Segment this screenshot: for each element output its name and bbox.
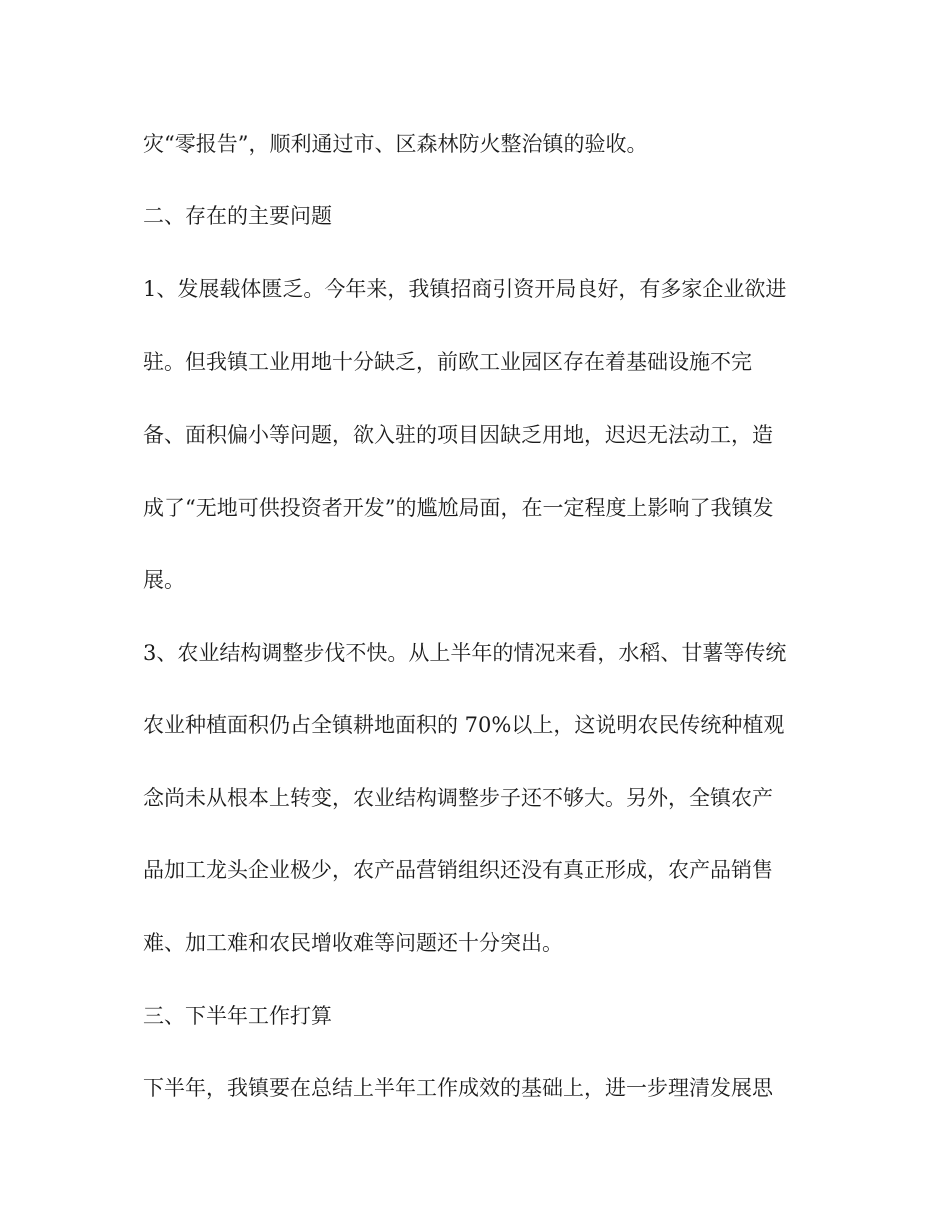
section-heading: 二、存在的主要问题 — [143, 204, 332, 228]
text-line: 驻。但我镇工业用地十分缺乏，前欧工业园区存在着基础设施不完 — [143, 350, 752, 374]
text-line: 农业种植面积仍占全镇耕地面积的 70%以上，这说明农民传统种植观 — [143, 713, 785, 737]
text-line: 备、面积偏小等问题，欲入驻的项目因缺乏用地，迟迟无法动工，造 — [143, 423, 773, 447]
text-line: 难、加工难和农民增收难等问题还十分突出。 — [143, 931, 563, 955]
text-line: 1、发展载体匮乏。今年来，我镇招商引资开局良好，有多家企业欲进 — [143, 277, 787, 301]
text-line: 成了“无地可供投资者开发”的尴尬局面，在一定程度上影响了我镇发 — [143, 496, 774, 520]
text-line: 下半年，我镇要在总结上半年工作成效的基础上，进一步理清发展思 — [143, 1076, 773, 1100]
text-line: 展。 — [143, 568, 185, 592]
section-heading: 三、下半年工作打算 — [143, 1004, 332, 1028]
text-line: 品加工龙头企业极少，农产品营销组织还没有真正形成，农产品销售 — [143, 858, 773, 882]
text-line: 念尚未从根本上转变，农业结构调整步子还不够大。另外，全镇农产 — [143, 786, 773, 810]
text-line: 3、农业结构调整步伐不快。从上半年的情况来看，水稻、甘薯等传统 — [143, 641, 787, 665]
text-line: 灾“零报告”，顺利通过市、区森林防火整治镇的验收。 — [143, 132, 648, 156]
